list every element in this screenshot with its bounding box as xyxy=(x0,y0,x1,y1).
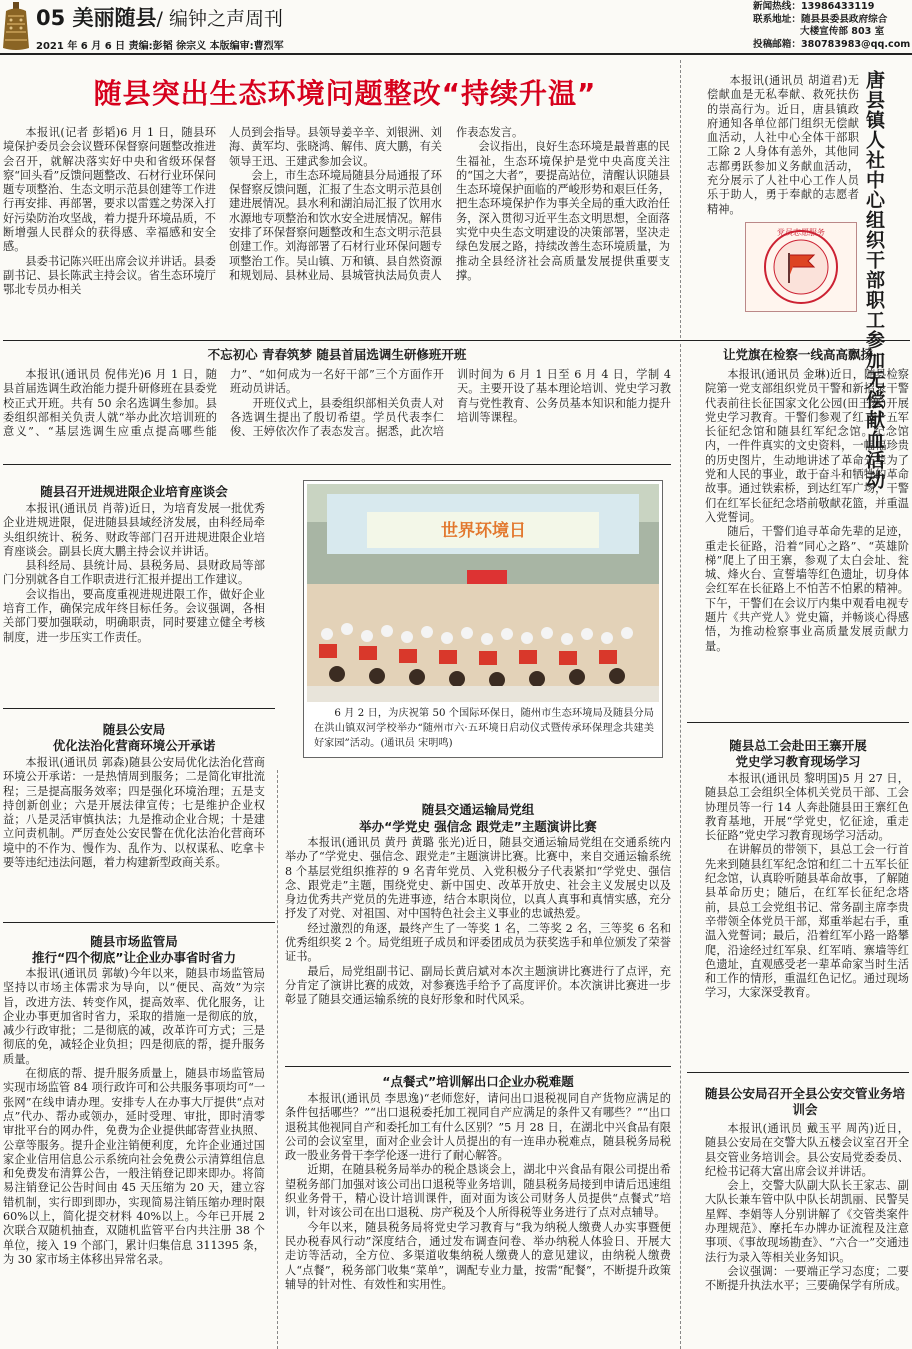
paragraph: 本报讯(通讯员 黄丹 黄璐 张光)近日，随县交通运输局党组在交通系统内举办了“学党史、强信念、跟党走”主题演讲比赛。比赛中，来自交通运输系统 8 个基层党组织推荐的 9 名青年党员、入党积极分子代表紧扣“学党史、强信念、跟党走”主题，围绕党史、新中国史、改革开放史、社会主义发展史以及身边优秀共产党员的先进事迹，结合本职岗位，以真人真事和真情实感，充分抒发了对党、对祖国、对中国特色社会主义事业的忠诚热爱。 xyxy=(285,836,671,921)
blood-text xyxy=(707,74,859,217)
photo-banner-text: 世界环境日 xyxy=(441,521,526,541)
lead-col2-text xyxy=(229,126,442,283)
bell-logo-icon xyxy=(2,2,30,52)
police-article xyxy=(3,756,265,870)
section-name: 美丽随县 xyxy=(72,5,157,30)
market-title-2: 推行“四个彻底”让企业办事省时省力 xyxy=(32,950,236,965)
flag-text xyxy=(705,368,909,654)
training-text xyxy=(3,368,671,439)
paragraph: 会议指出，良好生态环境是最普惠的民生福祉，生态环境保护是党中央高度关注的“国之大者”，要提高站位，清醒认识随县生态环境保护面临的严峻形势和艰巨任务，把生态环境保护作为事关全局的重大政治任务，深入贯彻习近平生态文明思想，全面落实党中央生态文明建设的决策部署，坚决走绿色发展之路，持续改善生态环境质量，为推动全县经济社会高质量发展提供重要支撑。 xyxy=(456,140,670,282)
paragraph: 本报讯(记者 彭韬)6 月 1 日，随县环境保护委员会会议暨环保督察问题整改推进会召开，就解决落实好中央和省级环保督察“回头看”反馈问题整改、石材行业环保问题专项整治、生态文明示范县创建等工作进行再安排、再部署，要求以雷霆之势深入打好污染防治攻坚战，着力提升环境品质，不断增强人民群众的获得感、幸福感和安全感。 xyxy=(3,126,216,254)
paragraph: 在彻底的帮、提升服务质量上，随县市场监管局实现市场监管 84 项行政许可和公共服务事项均可“一张网”在线申请办理。安排专人在办事大厅提供“点对点”代办、帮办或领办，延时受理、审批，即时清零审批平台的网办件，免费为企业提供邮寄营业执照、公章等服务。提升企业注销便利度，允许企业通过国家企业信用信息公示系统向社会免费公示清算组信息和免费发布清算公告，一般注销登记即来即办。将简易注销登记公告时间由 45 天压缩为 20 天，建立容错机制，实行即到即办，实现简易注销压缩办理时限 60%以上，简化提交材料 40%以上。今年已开展 2 次联合双随机抽查，双随机监管平台内共注册 38 个单位，接入 19 个部门，累计归集信息 311395 条，为 30 家市场主体移出异常名录。 xyxy=(3,1067,266,1266)
masthead xyxy=(0,0,912,56)
traffic-title-1: 随县交通运输局党组 xyxy=(421,802,535,817)
union-text xyxy=(705,772,909,1001)
paragraph: 本报讯(通讯员 郭敏)今年以来，随县市场监管局坚持以市场主体需求为导向，以“便民、高效”为宗旨，改进方法、转变作风，提高效率、优化服务，让企业办事更加省时省力，采取的措施一是彻底的放，减少行政审批；二是彻底的减，改革许可方式；三是彻底的免，减轻企业负担；四是彻底的帮，提升服务质量。 xyxy=(3,967,265,1066)
paragraph: 县委书记陈兴旺出席会议并讲话。县委副书记、县长陈武主持会议。省生态环境厅鄂北专员办相关 xyxy=(3,254,216,297)
traffic-text xyxy=(285,836,671,1008)
paragraph: 随后，干警们追寻革命先辈的足迹，重走长征路，沿着“同心之路”、“英雄阶梯”爬上了田王寨，参观了太白会址、瓮城、烽火台、宣誓墙等红色遗址，切身体会红军在长征路上不怕苦不怕累的精神。下午，干警们在会议厅内集中观看电视专题片《共产党人》党史篇，并畅谈心得感悟，为推动检察事业高质量发展贡献力量。 xyxy=(705,525,909,653)
lead-col3-text xyxy=(456,126,670,283)
event-photo-frame xyxy=(303,480,663,758)
traffic-police-article xyxy=(705,1122,909,1294)
paragraph: 在讲解员的带领下，县总工会一行首先来到随县红军纪念馆和红二十五军长征纪念馆，认真聆听随县革命故事，了解随县革命历史；随后，在红军长征纪念塔前，县总工会党组书记、常务副主席李贵辛带领全体党员干部，郑重举起右手，重温入党誓词；最后，沿着红军小路一路攀爬，沿途经过红军泉、红军哨、寨墙等红色遗址，直观感受老一辈革命家当时生活和工作的情形，重温红色记忆。通过现场学习，大家深受教育。 xyxy=(705,843,909,1000)
paragraph: 本报讯(通讯员 戴玉平 周芮)近日，随县公安局在交警大队五楼会议室召开全县交管业务培训会。县公安局党委委员、纪检书记蒋大富出席会议并讲话。 xyxy=(705,1122,909,1178)
union-title-1: 随县总工会赴田王寨开展 xyxy=(729,738,867,753)
market-text xyxy=(3,967,265,1267)
paragraph: 经过激烈的角逐，最终产生了一等奖 1 名，二等奖 2 名，三等奖 6 名和优秀组织奖 2 个。局党组班子成员和评委团成员为获奖选手和单位颁发了荣誉证书。 xyxy=(285,921,671,964)
paragraph: 本报讯(通讯员 郭森)随县公安局优化法治化营商环境公开承诺：一是热情周到服务；二是简化审批流程；三是提高服务效率；四是强化环境治理；五是支持创新创业；六是开展法律宣传；七是维护企业权益；八是灵活审慎执法；九是推动企业合规；十是建立问责机制。严厉查处公安民警在优化法治化营商环境中的不作为、慢作为、乱作为、以权谋私、吃拿卡要等违纪违法问题，着力构建新型政商关系。 xyxy=(3,756,265,870)
paragraph: 本报讯(通讯员 倪伟光)6 月 1 日，随县首届选调生政治能力提升研修班在县委党校正式开班。共有 50 余名选调生参加。县委组织部相关负责人就“举办此次培训班的意义”、“基层选调生应重点提高哪些能力”、“如何成为一名好干部”三个方面作开班动员讲话。 xyxy=(3,368,444,439)
enterprise-text xyxy=(3,502,265,645)
paragraph: 本报讯(通讯员 金琳)近日，随县检察院第一党支部组织党员干警和新招录干警代表前往长征国家文化公园(田王寨)开展党史学习教育。干警们参观了红二十五军长征纪念馆和随县红军纪念馆。纪念馆内，一件件真实的文史资料，一幅幅珍贵的历史图片，生动地讲述了革命先辈为了党和人民的事业，敢于奋斗和牺牲的革命故事。通过铁索桥，到达红军广场，干警们在红军长征纪念塔前敬献花篮，并重温入党誓词。 xyxy=(705,368,909,524)
badge-label: 党员志愿服务 xyxy=(777,228,825,237)
police-title-1: 随县公安局 xyxy=(102,722,166,737)
photo-caption: 6 月 2 日，为庆祝第 50 个国际环保日，随州市生态环境局及随县分局在洪山镇双河学校举办“随州市六·五环境日启动仪式暨传承环保理念共建美好家园”活动。(通讯员 宋明鸣) xyxy=(314,708,654,749)
market-title-1: 随县市场监管局 xyxy=(90,934,178,949)
tax-article xyxy=(285,1092,671,1292)
paragraph: 会上，市生态环境局随县分局通报了环保督察反馈问题，汇报了生态文明示范县创建进展情况。县水利和湖泊局汇报了饮用水水源地专项整治和饮水安全进展情况。解伟安排了环保督察问题整改和生态文明示范县创建工作。刘海部署了石材行业环保问题专项整治工作。吴山镇、万和镇、县自然资源和规划局、县林业局、县城管执法局负责人 xyxy=(229,168,442,282)
market-article xyxy=(3,967,265,1267)
hotline: 新闻热线：13986433119 xyxy=(753,1,875,12)
paragraph: 会议强调：一要端正学习态度；二要不断提升执法水平；三要确保学有所成。 xyxy=(705,1264,909,1293)
paragraph: 人员到会指导。县领导姜辛辛、刘银洲、刘海、黄军均、张晓鸿、解伟、庹大鹏，有关领导王迅、王建武参加会议。 xyxy=(229,126,442,168)
paragraph: 县科经局、县统计局、县税务局、县财政局等部门分别就各自工作职责进行汇报并提出工作建议。 xyxy=(3,559,265,587)
paragraph: 作表态发言。 xyxy=(456,126,524,139)
paragraph: 会上，交警大队副大队长王家志、副大队长兼车管中队中队长胡凯丽、民警吴星辉、李娟等人分别讲解了《交管类案件办理规范》、摩托车办牌办证流程及注意事项、《事故现场勘查》、“六合一”交通违法行为录入等相关业务知识。 xyxy=(705,1179,909,1264)
enterprise-article xyxy=(3,502,265,645)
paragraph: 本报讯(通讯员 胡道君)无偿献血是无私奉献、救死扶伤的崇高行为。近日，唐县镇政府通知各单位部门组织无偿献血活动，人社中心全体干部职工除 2 人身体有恙外，其他同志都勇跃参加义务献血活动，充分展示了人社中心工作人员乐于助人，勇于奉献的志愿者精神。 xyxy=(707,74,859,216)
traffic-police-title: 随县公安局召开全县公安交管业务培训会 xyxy=(704,1086,905,1117)
union-article xyxy=(705,772,909,1001)
police-title-2: 优化法治化营商环境公开承诺 xyxy=(52,738,216,753)
address-line-2: 大楼宣传部 803 室 xyxy=(800,26,885,38)
traffic-article xyxy=(285,836,671,1008)
blood-article xyxy=(707,74,859,217)
training-title: 不忘初心 青春筑梦 随县首届选调生研修班开班 xyxy=(207,347,467,362)
training-article xyxy=(3,368,671,439)
address-line-1: 联系地址：随县县委县政府综合 xyxy=(753,13,888,25)
lead-article-col1 xyxy=(3,126,216,298)
paragraph: 近期，在随县税务局举办的税企恳谈会上，湖北中兴食品有限公司提出希望税务部门加强对该公司出口退税等业务培训，随县税务局接到申请后迅速组织业务骨干，精心设计培训课件，面对面为该公司财务人员提供“点餐式”培训，针对该公司在出口退税、房产税及个人所得税等业务进行了点对点辅导。 xyxy=(285,1163,671,1220)
tax-text xyxy=(285,1092,671,1292)
traffic-title-2: 举办“学党史 强信念 跟党走”主题演讲比赛 xyxy=(359,819,597,834)
paragraph: 本报讯(通讯员 肖蒂)近日，为培育发展一批优秀企业进规进限，促进随县县域经济发展，由科经局牵头组织统计、税务、财政等部门召开进规进限企业培育座谈会。副县长庹大鹏主持会议并讲话。 xyxy=(3,502,265,558)
flag-title: 让党旗在检察一线高高飘扬 xyxy=(722,347,873,362)
lead-article-col3 xyxy=(456,126,670,283)
lead-article-col2 xyxy=(229,126,442,283)
main-headline: 随县突出生态环境问题整改“持续升温” xyxy=(93,77,597,110)
blood-title: 唐县镇人社中心组织干部职工参加无偿献血活动 xyxy=(863,70,885,490)
paragraph: 本报讯(通讯员 李思逸)“老师您好，请问出口退税视同自产货物应满足的条件包括哪些？”“出口退税委托加工视同自产应满足的条件又有哪些？”“出口退税其他视同自产和委托加工有什么区别？”5 月 28 日，在湖北中兴食品有限公司的会议室里，面对企业会计人员提出的有一连串办税难点，随县税务局税政一股业务骨干李学伦逐一进行了耐心解答。 xyxy=(285,1092,671,1163)
lead-col1-text xyxy=(3,126,216,298)
paragraph: 今年以来，随县税务局将党史学习教育与“我为纳税人缴费人办实事暨便民办税春风行动”深度结合，通过发布调查问卷、举办纳税人体验日、开展大走访等活动，全方位、多渠道收集纳税人缴费人的意见建议，由纳税人缴费人“点餐”，税务部门收集“菜单”，调配专业力量，按需“配餐”，不断提升政策辅导的针对性、有效性和实用性。 xyxy=(285,1220,671,1291)
paragraph: 最后，局党组副书记、副局长黄启斌对本次主题演讲比赛进行了点评，充分肯定了演讲比赛的成效，对参赛选手给予了高度评价。本次演讲比赛进一步彰显了随县交通运输系统的良好形象和时代风采。 xyxy=(285,964,671,1007)
paragraph: 会议指出，要高度重视进规进限工作，做好企业培育工作，确保完成年终目标任务。会议强调，各相关部门要加强联动，明确职责，同时要建立健全考核制度，进一步压实工作责任。 xyxy=(3,587,265,644)
traffic-police-text xyxy=(705,1122,909,1294)
volunteer-badge xyxy=(745,222,857,312)
event-photo xyxy=(307,484,659,702)
date-line: 2021 年 6 月 6 日 责编:彭韬 徐宗义 本版编审:曹烈军 xyxy=(36,41,284,52)
police-text xyxy=(3,756,265,870)
paragraph: 开班仪式上，县委组织部相关负责人对各选调生提出了殷切希望。学员代表李仁俊、王婷依次作了表态发言。据悉，此次培训时间为 6 月 1 日至 6 月 4 日，学制 4 天。主要开设了基本理论培训、党史学习教育与党性教育、公务员基本知识和能力提升培训等课程。 xyxy=(230,368,671,439)
flag-article xyxy=(705,368,909,654)
page-number: 05 xyxy=(36,6,66,30)
paragraph: 本报讯(通讯员 黎明国)5 月 27 日，随县总工会组织全体机关党员干部、工会协理员等一行 14 人奔赴随县田王寨红色教育基地，开展“学党史，忆征途，重走长征路”党史学习教育现场学习活动。 xyxy=(705,772,909,843)
tax-title: “点餐式”培训解出口企业办税难题 xyxy=(382,1074,574,1089)
enterprise-title: 随县召开进规进限企业培育座谈会 xyxy=(40,484,228,499)
union-title-2: 党史学习教育现场学习 xyxy=(735,754,861,769)
email: 投稿邮箱：380783983@qq.com xyxy=(753,38,911,50)
section-sub: / 编钟之声周刊 xyxy=(156,8,283,30)
